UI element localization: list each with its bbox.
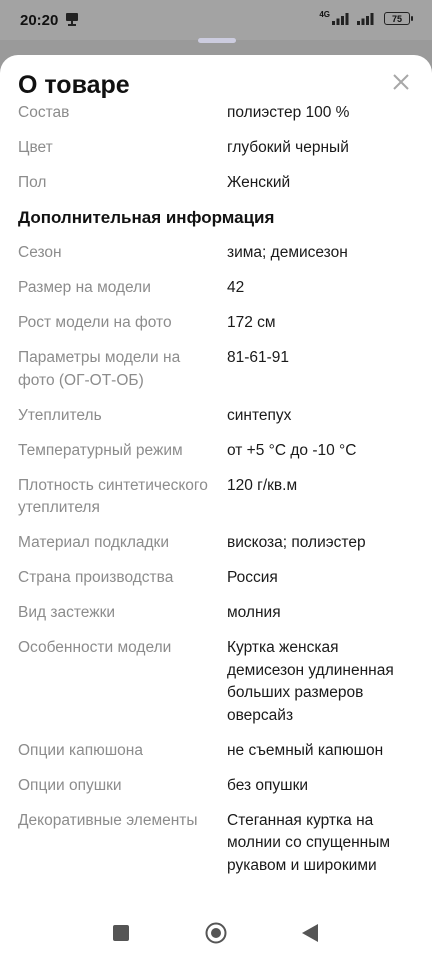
attribute-value: без опушки xyxy=(227,776,309,794)
attribute-row xyxy=(18,242,414,265)
attribute-row xyxy=(18,810,414,878)
attribute-label: Пол xyxy=(18,174,47,191)
attribute-value: глубокий черный xyxy=(227,139,349,156)
attribute-value: 42 xyxy=(227,279,245,296)
attribute-label: Сезон xyxy=(18,244,62,261)
attribute-row xyxy=(18,440,414,463)
network-type: 4G xyxy=(319,10,330,19)
attribute-value: Россия xyxy=(227,569,278,586)
signal-icon xyxy=(332,13,349,25)
attribute-row xyxy=(18,602,414,625)
recents-button[interactable] xyxy=(109,921,133,945)
attribute-label: Плотность синтетического утеплителя xyxy=(18,476,208,516)
attribute-row xyxy=(18,172,414,195)
drag-handle[interactable] xyxy=(198,38,236,43)
back-icon xyxy=(302,924,318,942)
attribute-row xyxy=(18,567,414,590)
navigation-bar xyxy=(0,905,432,960)
attribute-label: Вид застежки xyxy=(18,604,116,621)
attribute-label: Декоративные элементы xyxy=(18,811,198,829)
section-title-additional: Дополнительная информация xyxy=(18,208,275,227)
back-button[interactable] xyxy=(298,921,322,945)
status-icons xyxy=(319,12,410,25)
attribute-label: Утеплитель xyxy=(18,406,102,424)
attribute-value: 120 г/кв.м xyxy=(227,476,298,494)
attribute-row xyxy=(18,277,414,300)
attribute-label: Особенности модели xyxy=(18,639,172,656)
sheet-content xyxy=(18,102,414,890)
attribute-value: Куртка женская демисезон удлиненная больших размеров оверсайз xyxy=(227,639,394,724)
battery-level: 75 xyxy=(391,13,402,24)
status-time: 20:20 xyxy=(20,12,59,29)
attribute-row xyxy=(18,405,414,428)
attribute-label: Опции капюшона xyxy=(18,741,143,759)
attribute-value: Стеганная куртка на молнии со спущенным рукавом и широкими xyxy=(227,811,391,874)
attribute-label: Состав xyxy=(18,104,70,121)
home-icon xyxy=(205,922,227,944)
attribute-label: Температурный режим xyxy=(18,441,183,459)
main-attributes xyxy=(18,102,414,195)
attribute-row xyxy=(18,475,414,520)
attribute-row xyxy=(18,637,414,727)
attribute-label: Размер на модели xyxy=(18,279,151,296)
attribute-row xyxy=(18,347,414,392)
attribute-value: не съемный капюшон xyxy=(227,741,384,759)
attribute-label: Параметры модели на фото (ОГ-ОТ-ОБ) xyxy=(18,349,181,389)
attribute-value: зима; демисезон xyxy=(227,244,348,261)
attribute-value: от +5 °C до -10 °C xyxy=(227,441,357,459)
attribute-value: 172 см xyxy=(227,314,276,331)
attribute-row xyxy=(18,137,414,160)
sheet-title: О товаре xyxy=(18,71,130,99)
attribute-row xyxy=(18,312,414,335)
attribute-label: Рост модели на фото xyxy=(18,314,172,331)
status-bar xyxy=(0,0,432,40)
battery-icon xyxy=(384,12,410,25)
close-icon[interactable] xyxy=(390,71,412,93)
attribute-label: Материал подкладки xyxy=(18,534,169,551)
attribute-value: Женский xyxy=(227,174,291,191)
attribute-value: синтепух xyxy=(227,406,292,424)
attribute-row xyxy=(18,102,414,125)
additional-attributes xyxy=(18,242,414,877)
attribute-value: 81-61-91 xyxy=(227,349,290,366)
notification-icon xyxy=(66,13,78,26)
attribute-label: Опции опушки xyxy=(18,776,122,794)
attribute-value: молния xyxy=(227,604,281,621)
product-info-sheet xyxy=(0,55,432,905)
attribute-label: Цвет xyxy=(18,139,53,156)
home-button[interactable] xyxy=(204,921,228,945)
attribute-value: вискоза; полиэстер xyxy=(227,534,366,551)
attribute-value: полиэстер 100 % xyxy=(227,104,350,121)
attribute-row xyxy=(18,532,414,555)
recents-icon xyxy=(113,925,129,941)
attribute-row xyxy=(18,740,414,763)
attribute-label: Страна производства xyxy=(18,569,174,586)
attribute-row xyxy=(18,775,414,798)
signal-icon xyxy=(357,13,374,25)
